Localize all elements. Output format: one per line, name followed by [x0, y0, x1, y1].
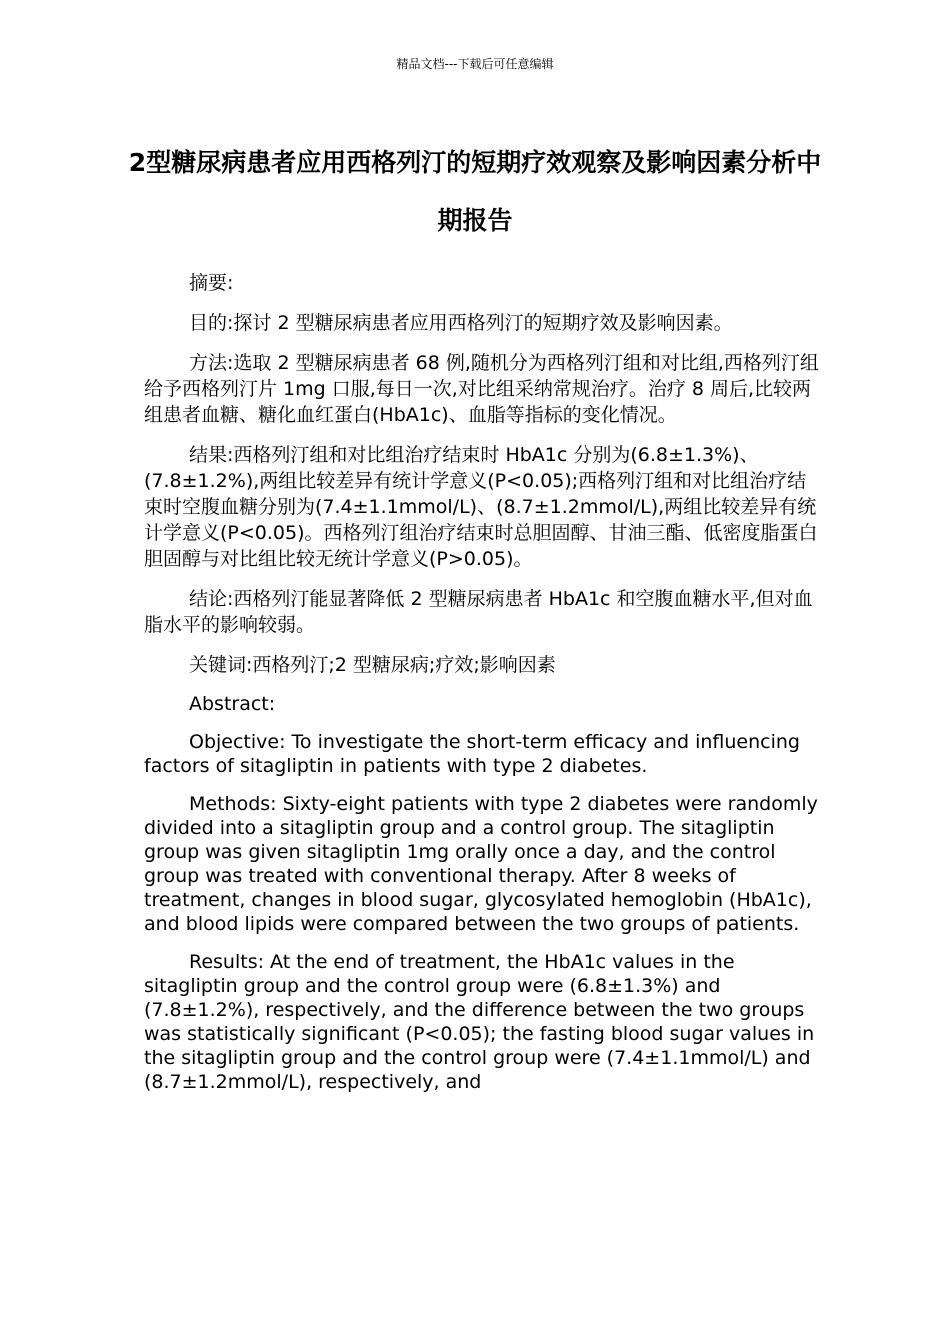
document-title: 2型糖尿病患者应用西格列汀的短期疗效观察及影响因素分析中期报告 — [128, 148, 822, 235]
methods-paragraph-cn: 方法:选取 2 型糖尿病患者 68 例,随机分为西格列汀组和对比组,西格列汀组给予西格列汀片 1mg 口服,每日一次,对比组采纳常规治疗。治疗 8 周后,比较两组患者血糖、糖化血红蛋白(HbA1c)、血脂等指标的变化情况。 — [144, 352, 819, 426]
page-header: 精品文档---下载后可任意编辑 — [396, 57, 554, 71]
document-body — [144, 270, 824, 1108]
abstract-heading-en: Abstract: — [189, 693, 276, 715]
objective-paragraph-en: Objective: To investigate the short-term efficacy and influencing factors of sitagliptin in patients with type 2 diabetes. — [144, 731, 800, 777]
methods-paragraph-en: Methods: Sixty-eight patients with type 2 diabetes were randomly divided into a sitagliptin group and a control group. The sitagliptin group was given sitagliptin 1mg orally once a day, and the control group was treated with conventional therapy. After 8 weeks of treatment, changes in blood sugar, glycosylated hemoglobin (HbA1c), and blood lipids were compared between the two groups of patients. — [144, 793, 818, 935]
abstract-heading-cn: 摘要: — [189, 272, 234, 294]
keywords-paragraph-cn: 关键词:西格列汀;2 型糖尿病;疗效;影响因素 — [189, 654, 556, 676]
objective-paragraph-cn: 目的:探讨 2 型糖尿病患者应用西格列汀的短期疗效及影响因素。 — [189, 312, 733, 334]
results-paragraph-cn: 结果:西格列汀组和对比组治疗结束时 HbA1c 分别为(6.8±1.3%)、(7.8±1.2%),两组比较差异有统计学意义(P<0.05);西格列汀组和对比组治疗结束时空腹血糖分别为(7.4±1.1mmol/L)、(8.7±1.2mmol/L),两组比较差异有统计学意义(P<0.05)。西格列汀组治疗结束时总胆固醇、甘油三酯、低密度脂蛋白胆固醇与对比组比较无统计学意义(P>0.05)。 — [144, 444, 818, 570]
conclusion-paragraph-cn: 结论:西格列汀能显著降低 2 型糖尿病患者 HbA1c 和空腹血糖水平,但对血脂水平的影响较弱。 — [144, 588, 813, 636]
results-paragraph-en: Results: At the end of treatment, the HbA1c values in the sitagliptin group and the control group were (6.8±1.3%) and (7.8±1.2%), respectively, and the difference between the two groups was statistically significant (P<0.05); the fasting blood sugar values in the sitagliptin group and the control group were (7.4±1.1mmol/L) and (8.7±1.2mmol/L), respectively, and — [144, 951, 815, 1093]
